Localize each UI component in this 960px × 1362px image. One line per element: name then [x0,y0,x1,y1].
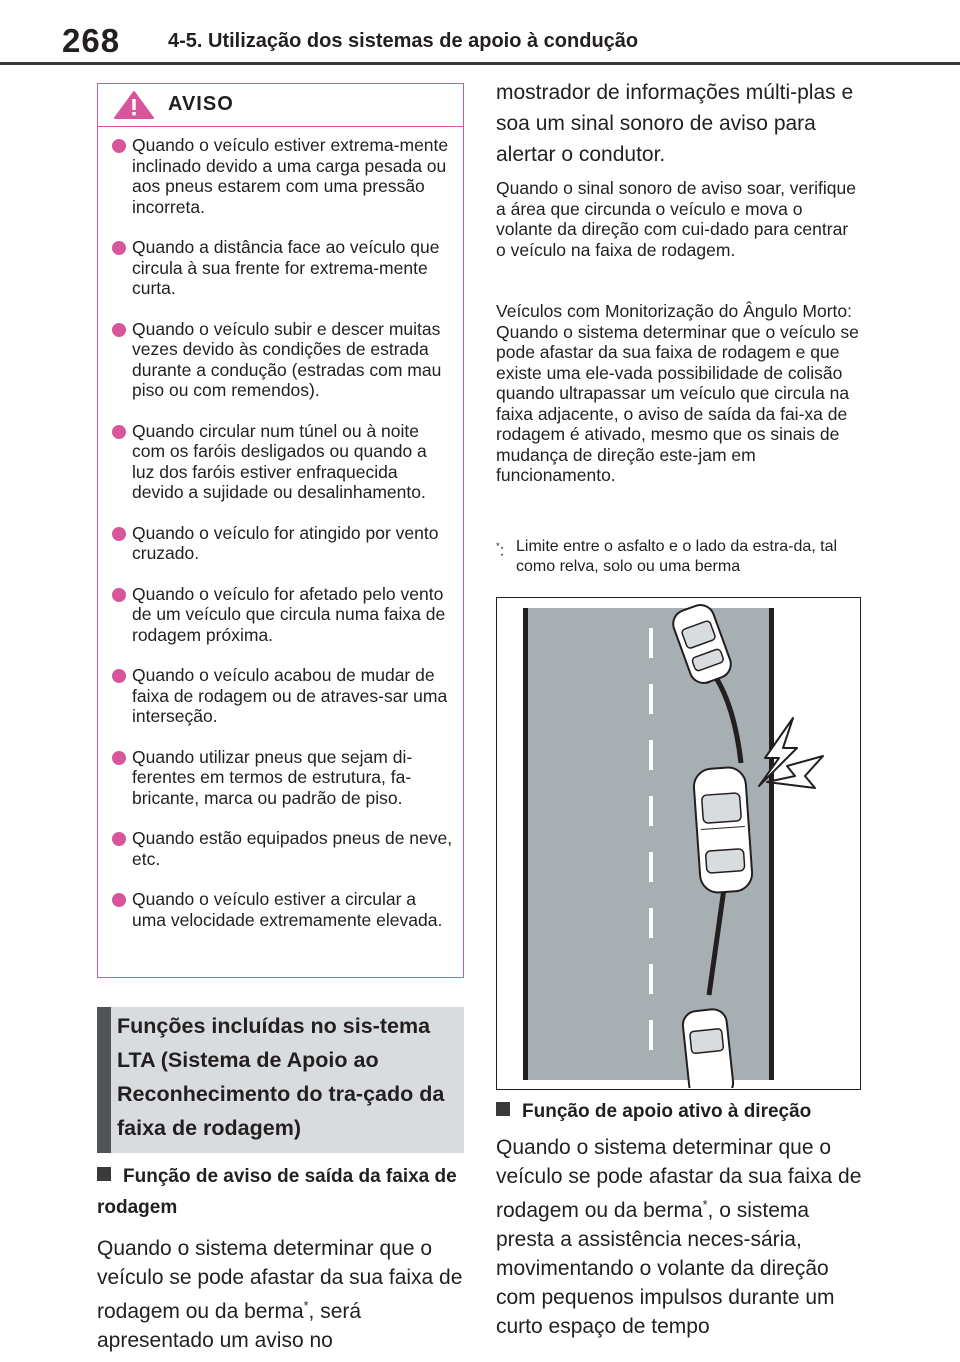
steering-assist-text-end: , o sistema presta a assistência neces-sária, movimentando o volante da direção com pequenos impulsos durante um curto espaço de tempo [496,1199,835,1338]
bullet-dot-icon [112,832,126,846]
lane-departure-paragraph-cont: mostrador de informações múlti-plas e soa um sinal sonoro de aviso para alertar o condutor. [496,81,854,166]
bullet-dot-icon [112,751,126,765]
footnote-asterisk: * [496,541,500,552]
warning-item-text: Quando o veículo acabou de mudar de faixa de rodagem ou de atraves-sar uma interseção. [132,665,448,726]
warning-header [98,84,463,127]
page-number: 268 [62,22,121,59]
warning-item [112,747,453,809]
footnote-mark: * [702,1198,708,1212]
steering-assist-text: Quando o sistema determinar que o veículo se pode afastar da sua faixa de rodagem ou da berma [496,1136,862,1222]
warning-item-text: Quando o veículo for afetado pelo vento de um veículo que circula numa faixa de rodagem próxima. [132,583,446,645]
warning-item [112,421,453,503]
bullet-dot-icon [112,669,126,683]
functions-heading-box [97,1007,464,1153]
car-drifting-icon [693,766,754,893]
footnote-marker [496,537,504,561]
warning-item-text: Quando a distância face ao veículo que circula à sua frente for extrema-mente curta. [132,237,440,298]
page-header [0,0,960,66]
lane-departure-heading [97,1161,467,1223]
bullet-dot-icon [112,139,126,153]
footnote-mark: * [303,1299,309,1313]
warning-item [112,319,453,401]
warning-item [112,135,453,217]
buzzer-note: Quando o sinal sonoro de aviso soar, verifique a área que circunda o veículo e mova o volante da direção com cui-dado para centrar o veículo na faixa de rodagem. [496,178,856,260]
lane-line-left [523,608,528,1080]
warning-item [112,665,453,727]
warning-item [112,523,453,564]
blind-spot-note: Veículos com Monitorização do Ângulo Morto: Quando o sistema determinar que o veículo se pode afastar da sua faixa de rodagem e que existe uma ele-vada possibilidade de colisão quando ultrapassar um veículo que circula na faixa adjacente, o aviso de saída da fai-xa de rodagem é ativado, mesmo que os sinais de mudança de direção este-jam em funcionamento. [496,301,859,485]
bullet-dot-icon [112,527,126,541]
square-bullet-icon [496,1102,510,1116]
bullet-dot-icon [112,323,126,337]
warning-item-text: Quando utilizar pneus que sejam di-ferentes em termos de estrutura, fa-bricante, marca ou padrão de piso. [132,746,413,808]
warning-item [112,889,453,930]
lane-line-right [769,608,774,1080]
warning-item [112,828,453,869]
steering-assist-heading-text: Função de apoio ativo à direção [522,1101,812,1122]
warning-box [97,83,464,978]
warning-item-text: Quando circular num túnel ou à noite com os faróis desligados ou quando a luz dos faróis estiver enfraquecida devido a sujidade ou desalinhamento. [132,420,427,502]
warning-item [112,584,453,646]
lane-departure-text-end: , será apresentado um aviso no [97,1300,362,1352]
steering-assist-heading [496,1096,866,1127]
warning-item-text: Quando o veículo for atingido por vento cruzado. [132,522,439,563]
warning-item-text: Quando o veículo estiver a circular a uma velocidade extremamente elevada. [132,889,443,930]
footnote-colon: : [499,542,505,560]
warning-item-text: Quando o veículo subir e descer muitas vezes devido às condições de estrada durante a condução (estradas com mau piso ou com remendos). [132,318,442,400]
header-divider [0,62,960,65]
lane-departure-text: Quando o sistema determinar que o veículo se pode afastar da sua faixa de rodagem ou da berma [97,1237,463,1323]
warning-item [112,237,453,299]
bullet-dot-icon [112,588,126,602]
steering-assist-paragraph [496,1133,864,1341]
bullet-dot-icon [112,425,126,439]
warning-triangle-icon [114,91,154,119]
section-title: 4-5. Utilização dos sistemas de apoio à condução [168,30,639,52]
lane-departure-paragraph [97,1234,467,1355]
functions-heading: Funções incluídas no sis-tema LTA (Sistema de Apoio ao Reconhecimento do tra-çado da faixa de rodagem) [117,1014,445,1140]
warning-list [98,127,463,930]
road-illustration [497,598,859,1088]
bullet-dot-icon [112,893,126,907]
functions-heading-bar [97,1007,111,1153]
warning-title: AVISO [168,93,234,115]
square-bullet-icon [97,1167,111,1181]
lane-departure-diagram [496,597,861,1090]
warning-item-text: Quando estão equipados pneus de neve, etc. [132,828,453,869]
footnote-text: Limite entre o asfalto e o lado da estra-da, tal como relva, solo ou uma berma [516,538,838,575]
lane-departure-heading-text: Função de aviso de saída da faixa de rodagem [97,1166,457,1218]
warning-item-text: Quando o veículo estiver extrema-mente inclinado devido a uma carga pesada ou aos pneus estarem com uma pressão incorreta. [132,135,449,217]
bullet-dot-icon [112,241,126,255]
car-behind-icon [682,1008,735,1088]
